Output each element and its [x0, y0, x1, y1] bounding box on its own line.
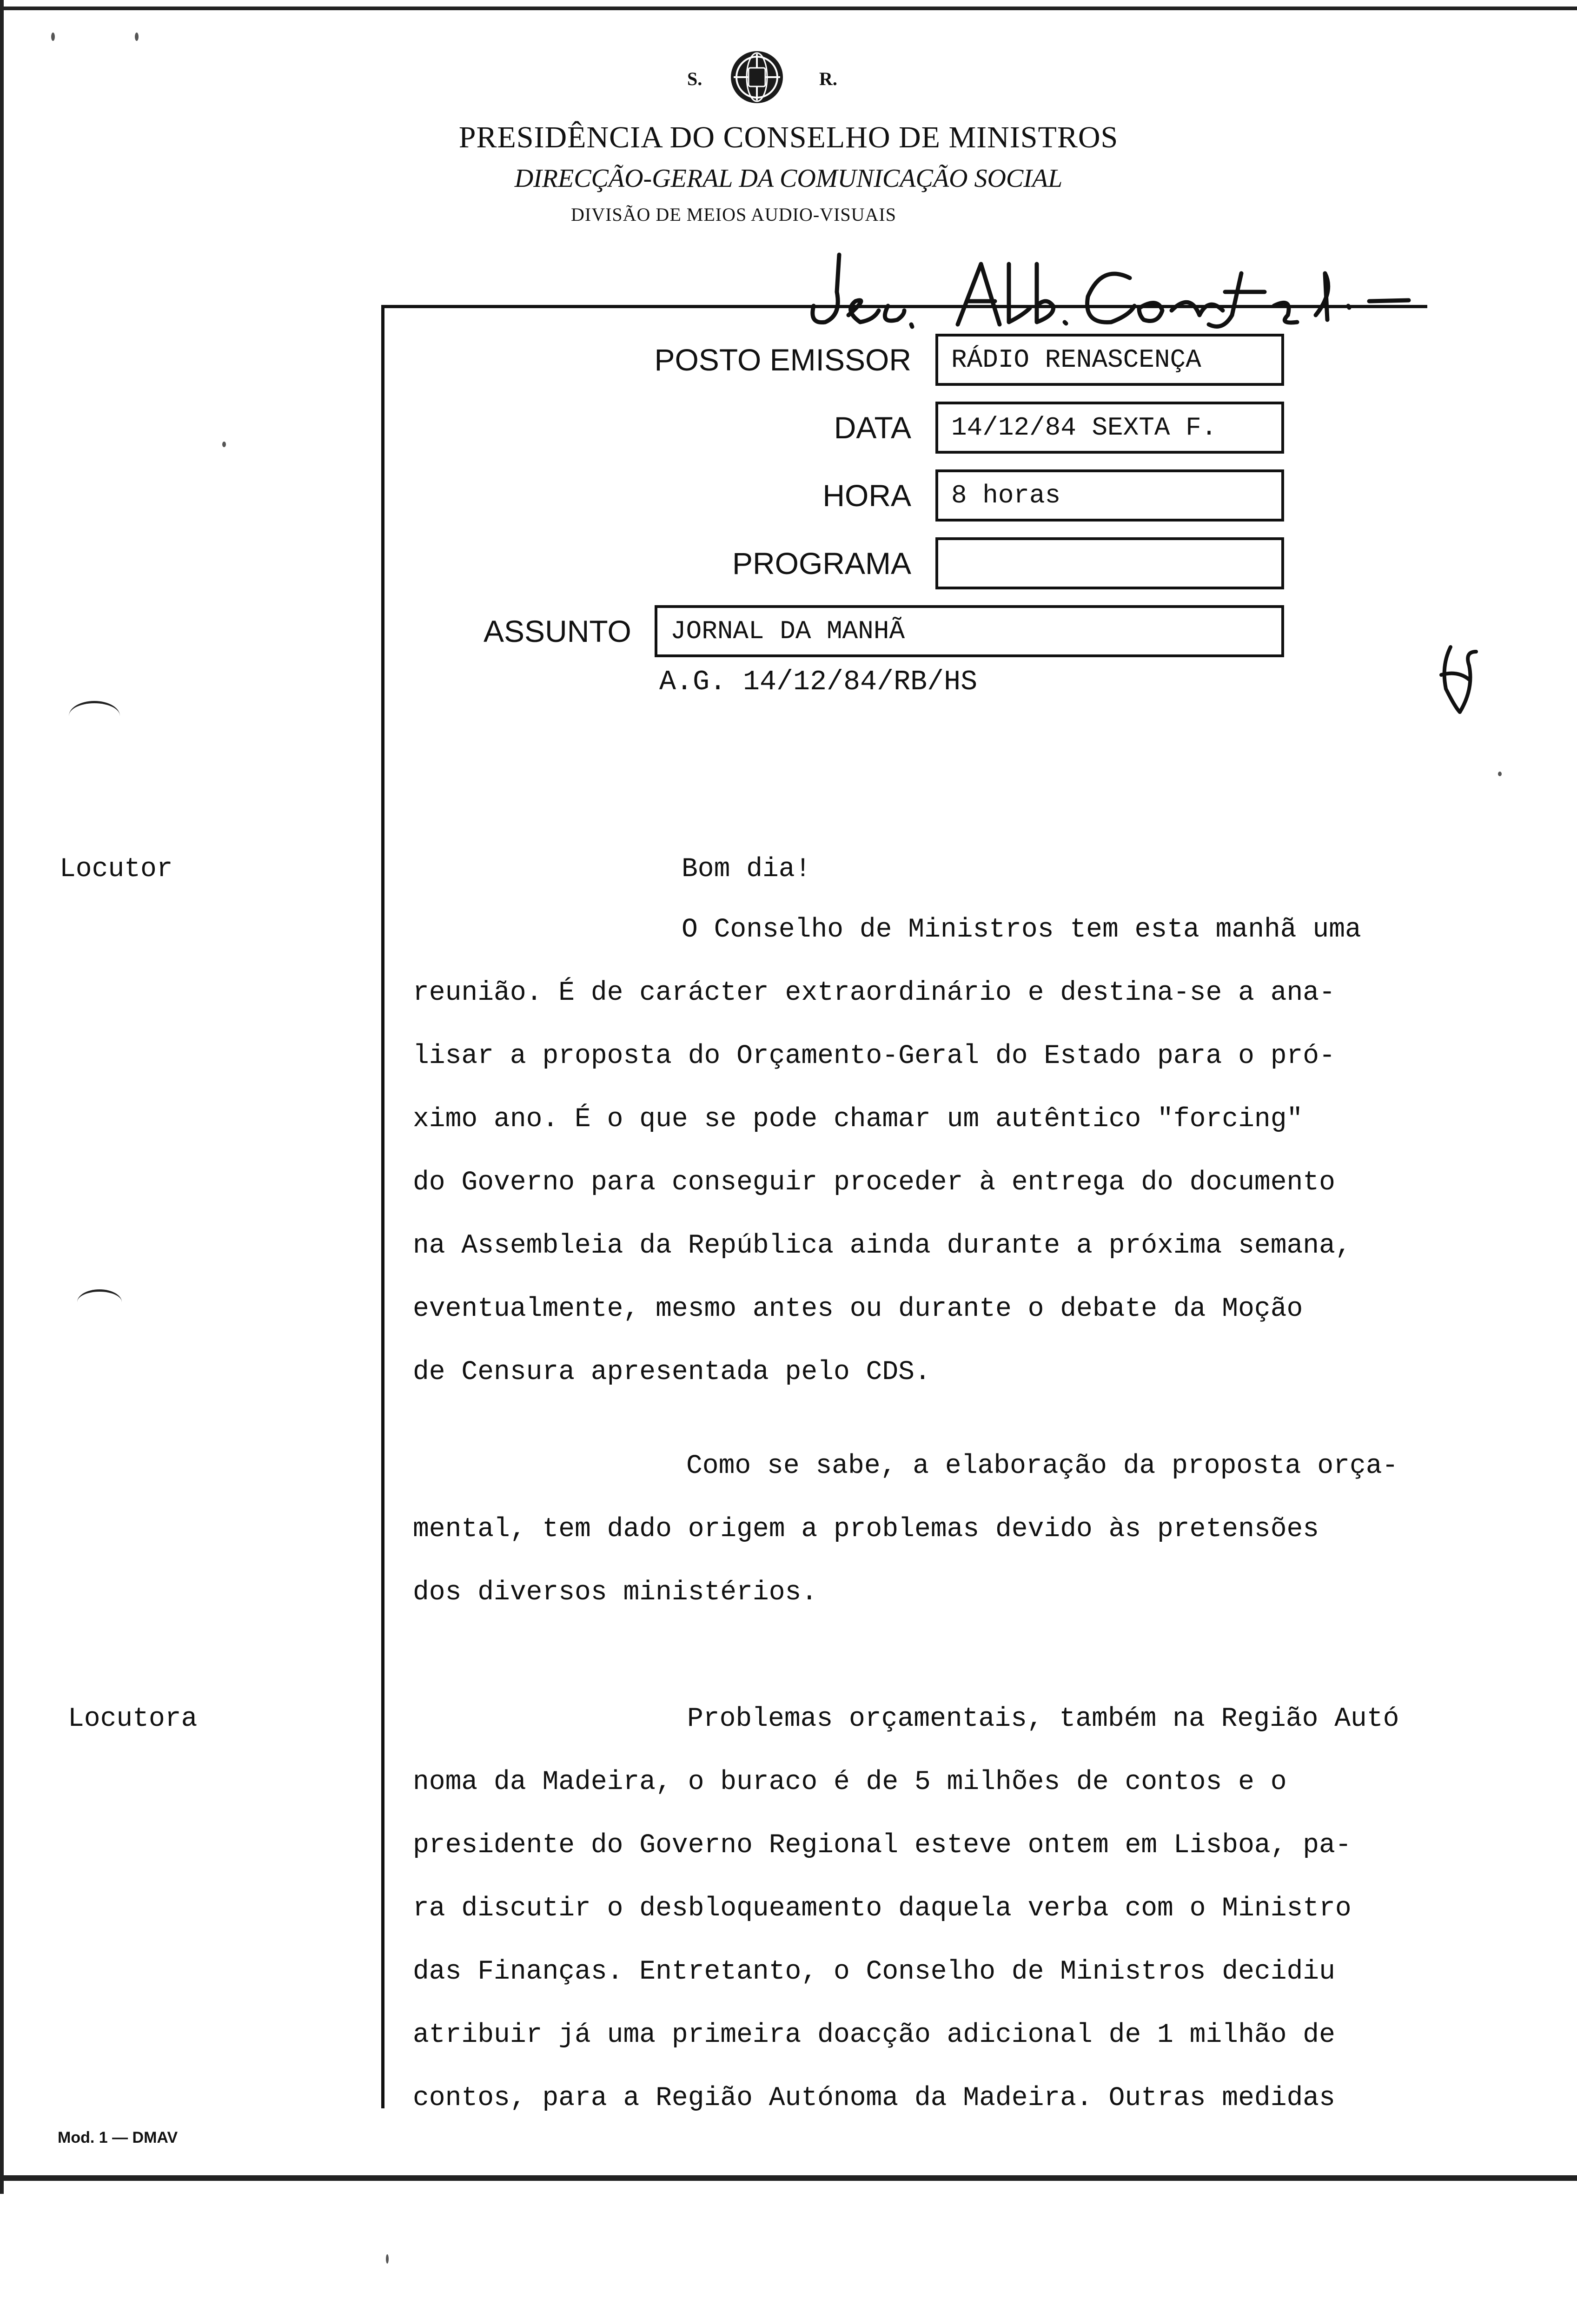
body-line: Como se sabe, a elaboração da proposta orça-	[686, 1451, 1398, 1481]
body-line: O Conselho de Ministros tem esta manhã uma	[682, 915, 1361, 945]
hora-label: HORA	[822, 478, 911, 513]
body-line: noma da Madeira, o buraco é de 5 milhões de contos e o	[413, 1767, 1287, 1797]
reference-code: A.G. 14/12/84/RB/HS	[659, 667, 978, 698]
body-line: de Censura apresentada pelo CDS.	[413, 1357, 931, 1387]
coat-of-arms-icon	[729, 49, 785, 105]
body-line: Bom dia!	[682, 854, 811, 885]
body-line: eventualmente, mesmo antes ou durante o debate da Moção	[413, 1294, 1303, 1324]
body-line: Problemas orçamentais, também na Região Autó	[687, 1704, 1399, 1734]
handwritten-annotation	[804, 245, 1413, 338]
scan-speck	[1498, 772, 1502, 776]
body-line: na Assembleia da República ainda durante a próxima semana,	[413, 1231, 1352, 1261]
posto-emissor-label: POSTO EMISSOR	[654, 343, 911, 377]
scan-speck	[222, 442, 226, 447]
margin-arc	[77, 1289, 122, 1315]
form-code: Mod. 1 — DMAV	[58, 2129, 178, 2146]
data-field: 14/12/84 SEXTA F.	[935, 402, 1284, 454]
body-line: mental, tem dado origem a problemas devido às pretensões	[413, 1514, 1319, 1545]
body-line: ximo ano. É o que se pode chamar um autêntico "forcing"	[413, 1104, 1303, 1135]
body-line: do Governo para conseguir proceder à entrega do documento	[413, 1168, 1335, 1198]
body-line: contos, para a Região Autónoma da Madeira. Outras medidas	[413, 2083, 1335, 2113]
pen-mark-icon	[1432, 638, 1488, 721]
assunto-field: JORNAL DA MANHÃ	[655, 605, 1284, 657]
body-line: reunião. É de carácter extraordinário e destina-se a ana-	[413, 978, 1335, 1008]
form-frame-left	[381, 305, 384, 2108]
margin-arc	[69, 701, 120, 731]
speaker-locutor: Locutor	[60, 854, 173, 885]
form-frame-top	[381, 305, 1427, 308]
left-border-line	[0, 0, 4, 2194]
scan-speck	[51, 33, 55, 41]
posto-emissor-field: RÁDIO RENASCENÇA	[935, 334, 1284, 386]
data-label: DATA	[834, 410, 911, 445]
seal-letter-r: R.	[819, 68, 837, 89]
assunto-label: ASSUNTO	[484, 614, 631, 648]
body-line: lisar a proposta do Orçamento-Geral do Estado para o pró-	[413, 1041, 1335, 1071]
organization-subtitle: DIRECÇÃO-GERAL DA COMUNICAÇÃO SOCIAL	[514, 164, 1063, 193]
scan-speck	[135, 33, 139, 41]
hora-field: 8 horas	[935, 469, 1284, 522]
body-line: ra discutir o desbloqueamento daquela verba com o Ministro	[413, 1894, 1352, 1924]
seal-letter-s: S.	[687, 68, 702, 89]
speaker-locutora: Locutora	[68, 1704, 198, 1734]
division-name: DIVISÃO DE MEIOS AUDIO-VISUAIS	[571, 204, 896, 225]
organization-title: PRESIDÊNCIA DO CONSELHO DE MINISTROS	[458, 120, 1119, 154]
programa-label: PROGRAMA	[732, 546, 911, 581]
svg-text:Decl. Alb. Coord. Jardim —: Decl. Alb. Coord. Jardim —	[804, 245, 810, 246]
body-line: presidente do Governo Regional esteve ontem em Lisboa, pa-	[413, 1830, 1352, 1861]
body-line: das Finanças. Entretanto, o Conselho de Ministros decidiu	[413, 1957, 1335, 1987]
body-line: dos diversos ministérios.	[413, 1578, 818, 1608]
scan-speck	[386, 2254, 389, 2264]
body-line: atribuir já uma primeira doacção adicional de 1 milhão de	[413, 2020, 1335, 2050]
top-border-line	[0, 7, 1577, 10]
bottom-border-line	[0, 2175, 1577, 2181]
programa-field	[935, 537, 1284, 589]
